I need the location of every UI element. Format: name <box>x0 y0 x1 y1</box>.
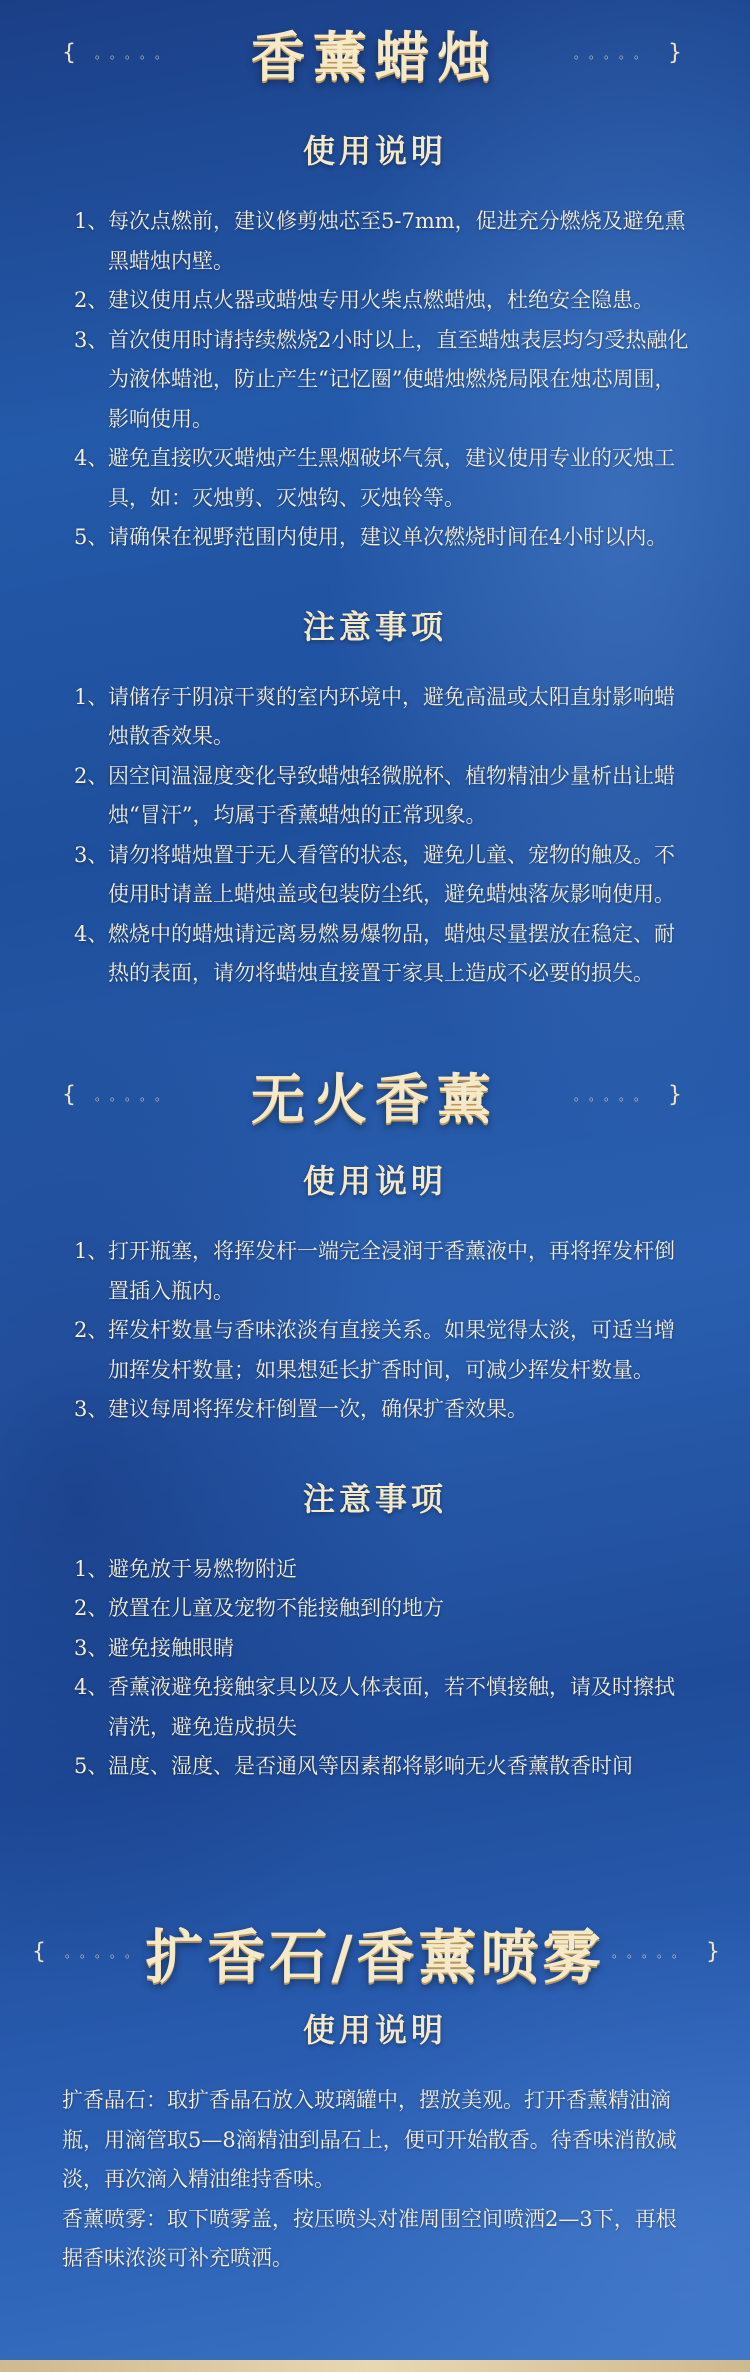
list-item: 5、 温度、湿度、是否通风等因素都将影响无火香薰散香时间 <box>74 1754 633 1778</box>
stone-usage-body <box>0 2081 750 2279</box>
deco-right: 。。。。。 } <box>611 1939 726 1965</box>
stone-title: 扩香石/香薰喷雾 <box>145 1923 605 1991</box>
list-item: 2、 挥发杆数量与香味浓淡有直接关系。如果觉得太淡，可适当增加挥发杆数量；如果想延长扩香时间，可减少挥发杆数量。 <box>74 1318 675 1382</box>
list-item: 5、 请确保在视野范围内使用，建议单次燃烧时间在4小时以内。 <box>74 525 668 549</box>
spray-usage-paragraph: 香薰喷雾：取下喷雾盖，按压喷头对准周围空间喷洒2—3下，再根据香味浓淡可补充喷洒。 <box>62 2206 677 2270</box>
candle-usage-list <box>0 202 750 558</box>
candle-notes-heading: 注意事项 <box>302 607 447 646</box>
candle-notes-list <box>0 678 750 994</box>
list-item: 3、 建议每周将挥发杆倒置一次，确保扩香效果。 <box>74 1397 528 1421</box>
list-item: 3、 请勿将蜡烛置于无人看管的状态，避免儿童、宠物的触及。不使用时请盖上蜡烛盖或包装防尘纸，避免蜡烛落灰影响使用。 <box>74 842 675 906</box>
list-item: 1、 请储存于阴凉干爽的室内环境中，避免高温或太阳直射影响蜡烛散香效果。 <box>74 684 675 748</box>
list-item: 1、 避免放于易燃物附近 <box>74 1556 297 1581</box>
list-item: 2、 放置在儿童及宠物不能接触到的地方 <box>74 1596 444 1620</box>
list-item: 3、 首次使用时请持续燃烧2小时以上，直至蜡烛表层均匀受热融化为液体蜡池，防止产生“记忆圈”使蜡烛燃烧局限在烛芯周围，影响使用。 <box>74 327 689 431</box>
deco-right: 。。。。。 } <box>573 1082 688 1108</box>
bottom-border <box>0 2360 750 2372</box>
stone-usage-paragraph: 扩香晶石：取扩香晶石放入玻璃罐中，摆放美观。打开香薰精油滴瓶，用滴管取5—8滴精油到晶石上，便可开始散香。待香味消散减淡，再次滴入精油维持香味。 <box>62 2088 677 2191</box>
list-item: 2、 建议使用点火器或蜡烛专用火柴点燃蜡烛，杜绝安全隐患。 <box>74 288 654 312</box>
reed-notes-list <box>0 1550 750 1787</box>
candle-usage-heading: 使用说明 <box>302 132 447 170</box>
deco-left: { 。。。。。 <box>62 40 177 66</box>
stone-usage-heading: 使用说明 <box>302 2011 447 2049</box>
list-item: 2、 因空间温湿度变化导致蜡烛轻微脱杯、植物精油少量析出让蜡烛“冒汗”，均属于香薰蜡烛的正常现象。 <box>74 763 675 827</box>
reed-notes-heading: 注意事项 <box>302 1479 447 1518</box>
reed-section <box>0 1050 750 1787</box>
stone-title-row <box>0 1907 750 1997</box>
stone-section <box>0 1907 750 2279</box>
list-item: 1、 打开瓶塞，将挥发杆一端完全浸润于香薰液中，再将挥发杆倒置插入瓶内。 <box>74 1239 675 1303</box>
list-item: 4、 燃烧中的蜡烛请远离易燃易爆物品，蜡烛尽量摆放在稳定、耐热的表面，请勿将蜡烛直接置于家具上造成不必要的损失。 <box>74 921 675 985</box>
list-item: 4、 避免直接吹灭蜡烛产生黑烟破坏气氛，建议使用专业的灭烛工具，如：灭烛剪、灭烛钩、灭烛铃等。 <box>74 446 675 510</box>
reed-usage-heading: 使用说明 <box>302 1162 447 1200</box>
candle-title-row <box>0 8 750 98</box>
deco-left: { 。。。。。 <box>32 1939 147 1965</box>
list-item: 1、 每次点燃前，建议修剪烛芯至5-7mm，促进充分燃烧及避免熏黑蜡烛内壁。 <box>74 209 686 273</box>
reed-title-row <box>0 1050 750 1140</box>
candle-section <box>0 8 750 994</box>
reed-title: 无火香薰 <box>251 1066 499 1131</box>
deco-right: 。。。。。 } <box>573 40 688 66</box>
deco-left: { 。。。。。 <box>62 1082 177 1108</box>
list-item: 4、 香薰液避免接触家具以及人体表面，若不慎接触，请及时擦拭清洗，避免造成损失 <box>74 1675 675 1739</box>
reed-usage-list <box>0 1232 750 1430</box>
list-item: 3、 避免接触眼睛 <box>74 1635 234 1660</box>
candle-title: 香薰蜡烛 <box>251 24 499 89</box>
